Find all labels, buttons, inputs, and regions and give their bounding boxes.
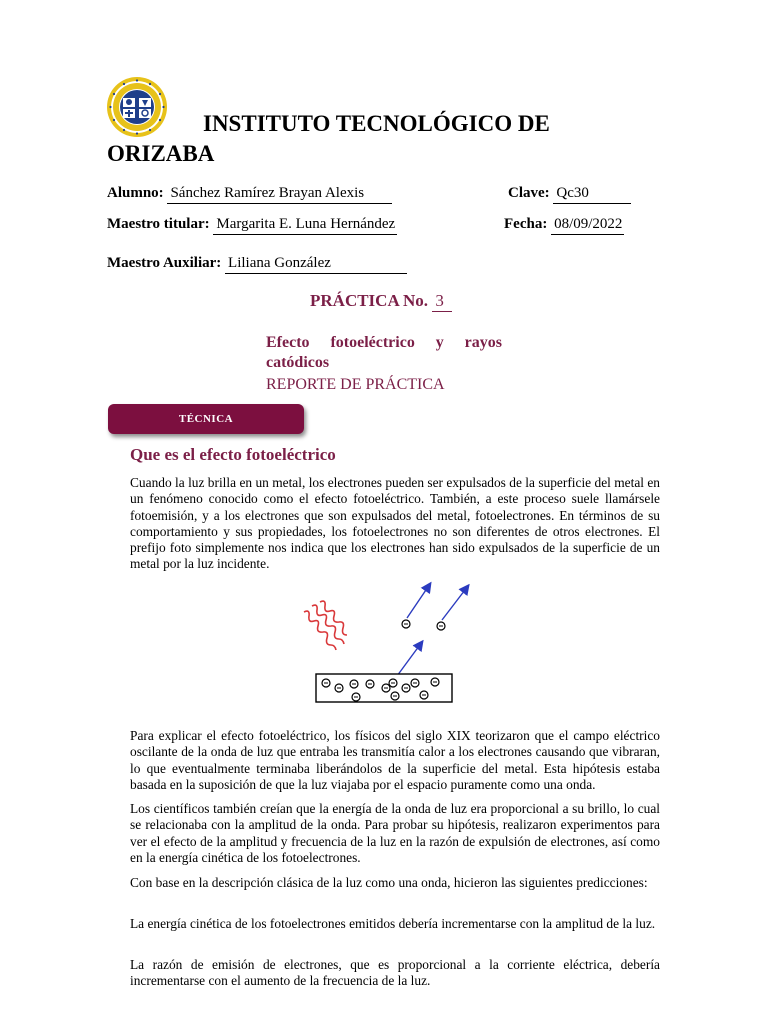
- practice-label: PRÁCTICA No.: [310, 291, 429, 310]
- electron-trajectory-arrow: [397, 642, 422, 676]
- maestro-value: Margarita E. Luna Hernández: [213, 215, 397, 235]
- alumno-value: Sánchez Ramírez Brayan Alexis: [167, 184, 392, 204]
- electron-icon: [402, 620, 410, 628]
- auxiliar-label: Maestro Auxiliar:: [107, 255, 222, 271]
- report-subtitle: REPORTE DE PRÁCTICA: [266, 376, 445, 393]
- alumno-row: [107, 184, 392, 204]
- maestro-label: Maestro titular:: [107, 216, 210, 232]
- fecha-label: Fecha:: [504, 216, 548, 232]
- clave-value: Qc30: [553, 184, 631, 204]
- practice-title-line2: catódicos: [266, 354, 330, 371]
- electron-icon: [437, 622, 445, 630]
- paragraph: La razón de emisión de electrones, que es proporcional a la corriente eléctrica, debería incrementarse con el aumento de la frecuencia de la luz.: [130, 957, 660, 989]
- fecha-row: [504, 215, 624, 235]
- tecnica-tab: [108, 404, 304, 434]
- institute-name-city: ORIZABA: [107, 141, 215, 166]
- paragraph: La energía cinética de los fotoelectrones emitidos debería incrementarse con la amplitud de la luz.: [130, 916, 656, 931]
- maestro-row: [107, 215, 397, 235]
- electron-trajectory-arrow: [407, 584, 430, 618]
- photoelectric-diagram: [290, 576, 480, 710]
- alumno-label: Alumno:: [107, 185, 164, 201]
- paragraph: Cuando la luz brilla en un metal, los electrones pueden ser expulsados de la superficie del metal en un fenómeno conocido como el efecto fotoeléctrico. También, a este proceso suele llamársele fotoemisión, y a los electrones que son expulsados del metal, fotoelectrones. En términos de su comportamiento y sus propiedades, los fotoelectrones no son diferentes de otros electrones. El prefijo foto simplemente nos indica que los electrones han sido expulsados de la superficie de un metal por la luz incidente.: [130, 475, 660, 572]
- tecnica-tab-label: TÉCNICA: [178, 413, 234, 425]
- electron-trajectory-arrow: [442, 586, 468, 620]
- light-wave-icon: [320, 601, 347, 635]
- paragraph: Con base en la descripción clásica de la luz como una onda, hicieron las siguientes predicciones:: [130, 875, 648, 890]
- institute-logo-icon: [106, 76, 168, 138]
- section-heading: Que es el efecto fotoeléctrico: [130, 445, 336, 464]
- institute-name: INSTITUTO TECNOLÓGICO DE: [203, 111, 550, 136]
- fecha-value: 08/09/2022: [551, 215, 624, 235]
- auxiliar-row: [107, 254, 407, 274]
- light-wave-icon: [304, 611, 336, 650]
- practice-title-line1: Efecto fotoeléctrico y rayos: [266, 334, 502, 351]
- paragraph: Para explicar el efecto fotoeléctrico, los físicos del siglo XIX teorizaron que el campo eléctrico oscilante de la onda de luz que entraba les transmitía calor a los electrones causando que vibraran, lo que eventualmente terminaba liberándolos de la superficie del metal. Esta hipótesis estaba basada en la suposición de que la luz viajaba por el espacio puramente como una onda.: [130, 728, 660, 792]
- practice-number-value: 3: [432, 291, 452, 312]
- clave-row: [508, 184, 631, 204]
- practice-number: [310, 291, 452, 312]
- auxiliar-value: Liliana González: [225, 254, 407, 274]
- paragraph: Los científicos también creían que la energía de la onda de luz era proporcional a su brillo, lo cual se relacionaba con la amplitud de la onda. Para probar su hipótesis, realizaron experimentos para ver el efecto de la amplitud y frecuencia de la luz en la razón de expulsión de electrones, así como en la energía cinética de los fotoelectrones.: [130, 801, 660, 865]
- clave-label: Clave:: [508, 185, 550, 201]
